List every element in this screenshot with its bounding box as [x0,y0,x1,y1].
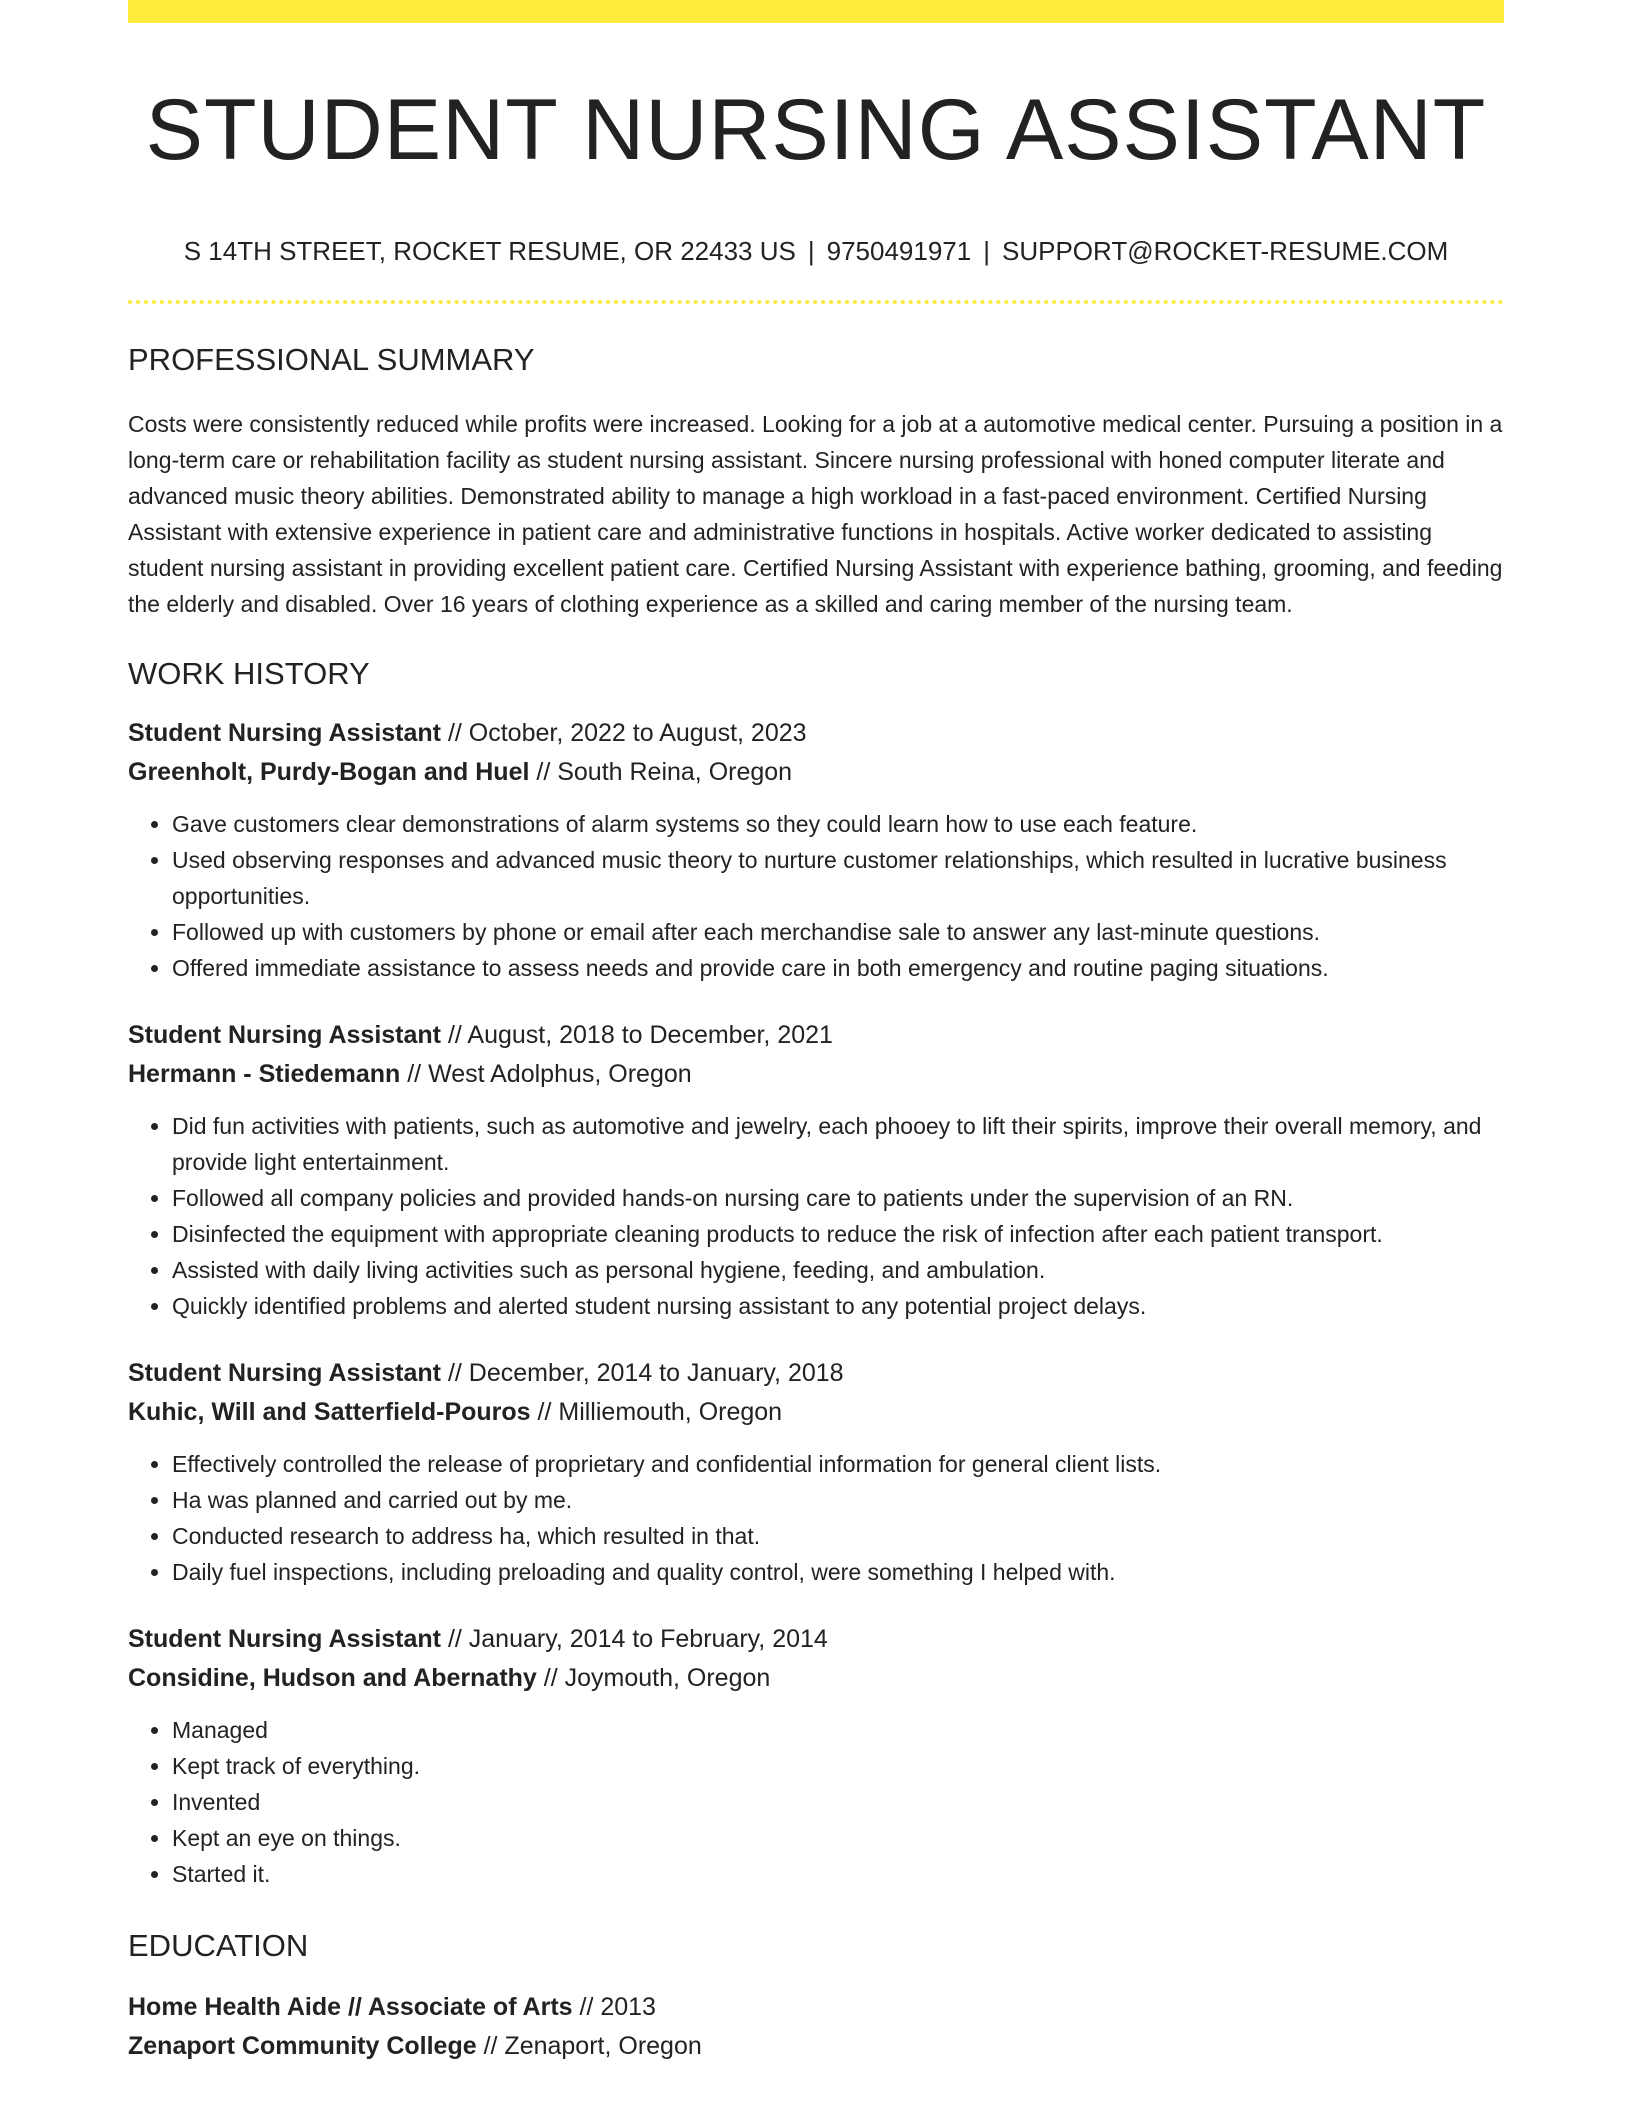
contact-address: S 14TH STREET, ROCKET RESUME, OR 22433 US [183,236,796,266]
job-location: // Joymouth, Oregon [536,1664,771,1692]
list-item: • Followed all company policies and provided hands-on nursing care to patients under the supervision of an RN. [172,1180,1504,1216]
list-item: • Daily fuel inspections, including preloading and quality control, were something I helped with. [172,1554,1504,1590]
list-item: • Invented [172,1784,1504,1820]
job-company: Considine, Hudson and Abernathy [128,1664,537,1692]
job-location: // West Adolphus, Oregon [400,1060,692,1088]
job-company: Hermann - Stiedemann [128,1060,401,1088]
list-item: • Conducted research to address ha, which resulted in that. [172,1518,1504,1554]
education-location: // Zenaport, Oregon [476,2032,702,2060]
job-entry [128,1354,1504,1590]
list-item: • Ha was planned and carried out by me. [172,1482,1504,1518]
job-company-line [128,753,1504,792]
education-school-line [128,2027,1504,2066]
job-title-line [128,1016,1504,1055]
job-bullets [128,1108,1504,1324]
education-degree-line [128,1988,1504,2027]
job-bullets [128,806,1504,986]
job-role: Student Nursing Assistant [128,1359,441,1387]
job-company-line [128,1659,1504,1698]
job-dates: // January, 2014 to February, 2014 [441,1625,828,1653]
job-company: Kuhic, Will and Satterfield-Pouros [128,1398,531,1426]
section-title-work-history: WORK HISTORY [128,656,370,691]
job-dates: // October, 2022 to August, 2023 [441,719,807,747]
list-item: • Disinfected the equipment with appropriate cleaning products to reduce the risk of infection after each patient transport. [172,1216,1504,1252]
job-dates: // August, 2018 to December, 2021 [441,1021,833,1049]
job-company: Greenholt, Purdy-Bogan and Huel [128,758,530,786]
job-role: Student Nursing Assistant [128,719,441,747]
job-entry [128,1620,1504,1892]
section-title-education: EDUCATION [128,1928,309,1963]
contact-email: SUPPORT@ROCKET-RESUME.COM [1002,236,1449,266]
contact-separator: | [983,236,990,266]
list-item: • Followed up with customers by phone or email after each merchandise sale to answer any last-minute questions. [172,914,1504,950]
list-item: • Did fun activities with patients, such as automotive and jewelry, each phooey to lift their spirits, improve their overall memory, and provide light entertainment. [172,1108,1504,1180]
job-company-line [128,1393,1504,1432]
job-title-line [128,1620,1504,1659]
job-bullets [128,1446,1504,1590]
job-entry [128,714,1504,986]
resume-content [128,0,1504,2066]
education-year: // 2013 [572,1993,656,2021]
page-title: STUDENT NURSING ASSISTANT [145,82,1487,178]
contact-phone: 9750491971 [826,236,972,266]
job-title-line [128,1354,1504,1393]
job-bullets [128,1712,1504,1892]
list-item: • Used observing responses and advanced music theory to nurture customer relationships, which resulted in lucrative business opportunities. [172,842,1504,914]
job-location: // South Reina, Oregon [529,758,793,786]
job-dates: // December, 2014 to January, 2018 [441,1359,844,1387]
job-location: // Milliemouth, Oregon [530,1398,783,1426]
list-item: • Gave customers clear demonstrations of alarm systems so they could learn how to use each feature. [172,806,1504,842]
contact-separator: | [807,236,815,266]
job-role: Student Nursing Assistant [128,1625,441,1653]
section-title-summary: PROFESSIONAL SUMMARY [128,342,535,377]
education-degree: Home Health Aide // Associate of Arts [128,1993,573,2021]
list-item: • Assisted with daily living activities such as personal hygiene, feeding, and ambulation. [172,1252,1504,1288]
list-item: • Offered immediate assistance to assess needs and provide care in both emergency and routine paging situations. [172,950,1504,986]
education-school: Zenaport Community College [128,2032,477,2060]
list-item: • Kept an eye on things. [172,1820,1504,1856]
contact-info [128,235,1504,267]
summary-text: Costs were consistently reduced while profits were increased. Looking for a job at a automotive medical center. Pursuing a position in a long-term care or rehabilitation facility as student nursing assistant. Sincere nursing professional with honed computer literate and advanced music theory abilities. Demonstrated ability to manage a high workload in a fast-paced environment. Certified Nursing Assistant with extensive experience in patient care and administrative functions in hospitals. Active worker dedicated to assisting student nursing assistant in providing excellent patient care. Certified Nursing Assistant with experience bathing, grooming, and feeding the elderly and disabled. Over 16 years of clothing experience as a skilled and caring member of the nursing team. [128,411,1503,617]
list-item: • Kept track of everything. [172,1748,1504,1784]
dotted-divider [128,300,1504,304]
list-item: • Started it. [172,1856,1504,1892]
education-entry [128,1988,1504,2066]
job-entry [128,1016,1504,1324]
list-item: • Quickly identified problems and alerted student nursing assistant to any potential project delays. [172,1288,1504,1324]
job-company-line [128,1055,1504,1094]
job-title-line [128,714,1504,753]
job-role: Student Nursing Assistant [128,1021,441,1049]
list-item: • Managed [172,1712,1504,1748]
list-item: • Effectively controlled the release of proprietary and confidential information for general client lists. [172,1446,1504,1482]
